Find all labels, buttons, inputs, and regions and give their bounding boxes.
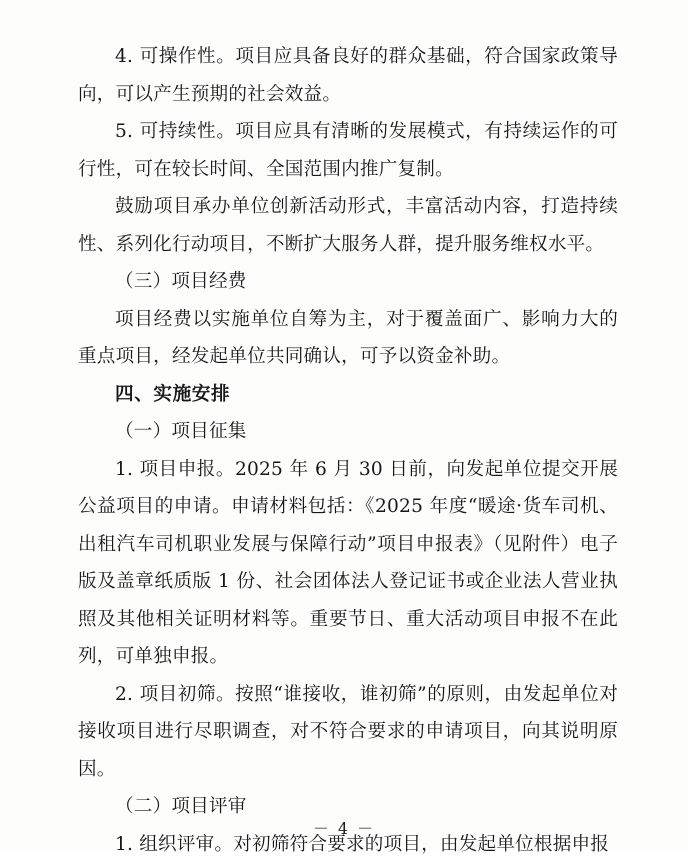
paragraph-funding-detail: 项目经费以实施单位自筹为主，对于覆盖面广、影响力大的重点项目，经发起单位共同确认，可予以资金补助。: [78, 301, 618, 376]
paragraph-operability: 4. 可操作性。项目应具备良好的群众基础，符合国家政策导向，可以产生预期的社会效益。: [78, 38, 618, 113]
subheading-project-funding: （三）项目经费: [78, 263, 618, 301]
page-number: － 4 －: [313, 816, 375, 839]
paragraph-sustainability: 5. 可持续性。项目应具有清晰的发展模式，有持续运作的可行性，可在较长时间、全国范围内推广复制。: [78, 113, 618, 188]
subheading-project-collection: （一）项目征集: [78, 413, 618, 451]
document-body: [78, 38, 618, 863]
paragraph-encourage-innovation: 鼓励项目承办单位创新活动形式，丰富活动内容，打造持续性、系列化行动项目，不断扩大服务人群，提升服务维权水平。: [78, 188, 618, 263]
paragraph-project-declaration: 1. 项目申报。2025 年 6 月 30 日前，向发起单位提交开展公益项目的申请。申请材料包括：《2025 年度“暖途·货车司机、出租汽车司机职业发展与保障行动”项目申报表》（见附件）电子版及盖章纸质版 1 份、社会团体法人登记证书或企业法人营业执照及其他相关证明材料等。重要节日、重大活动项目申报不在此列，可单独申报。: [78, 451, 618, 676]
paragraph-organize-review: 1. 组织评审。对初筛符合要求的项目，由发起单位根据申报: [78, 826, 618, 863]
paragraph-initial-screening: 2. 项目初筛。按照“谁接收，谁初筛”的原则，由发起单位对接收项目进行尽职调查，对不符合要求的申请项目，向其说明原因。: [78, 676, 618, 789]
heading-implementation-arrangements: 四、实施安排: [78, 376, 618, 414]
subheading-project-review: （二）项目评审: [78, 788, 618, 826]
page-footer: [0, 816, 688, 839]
